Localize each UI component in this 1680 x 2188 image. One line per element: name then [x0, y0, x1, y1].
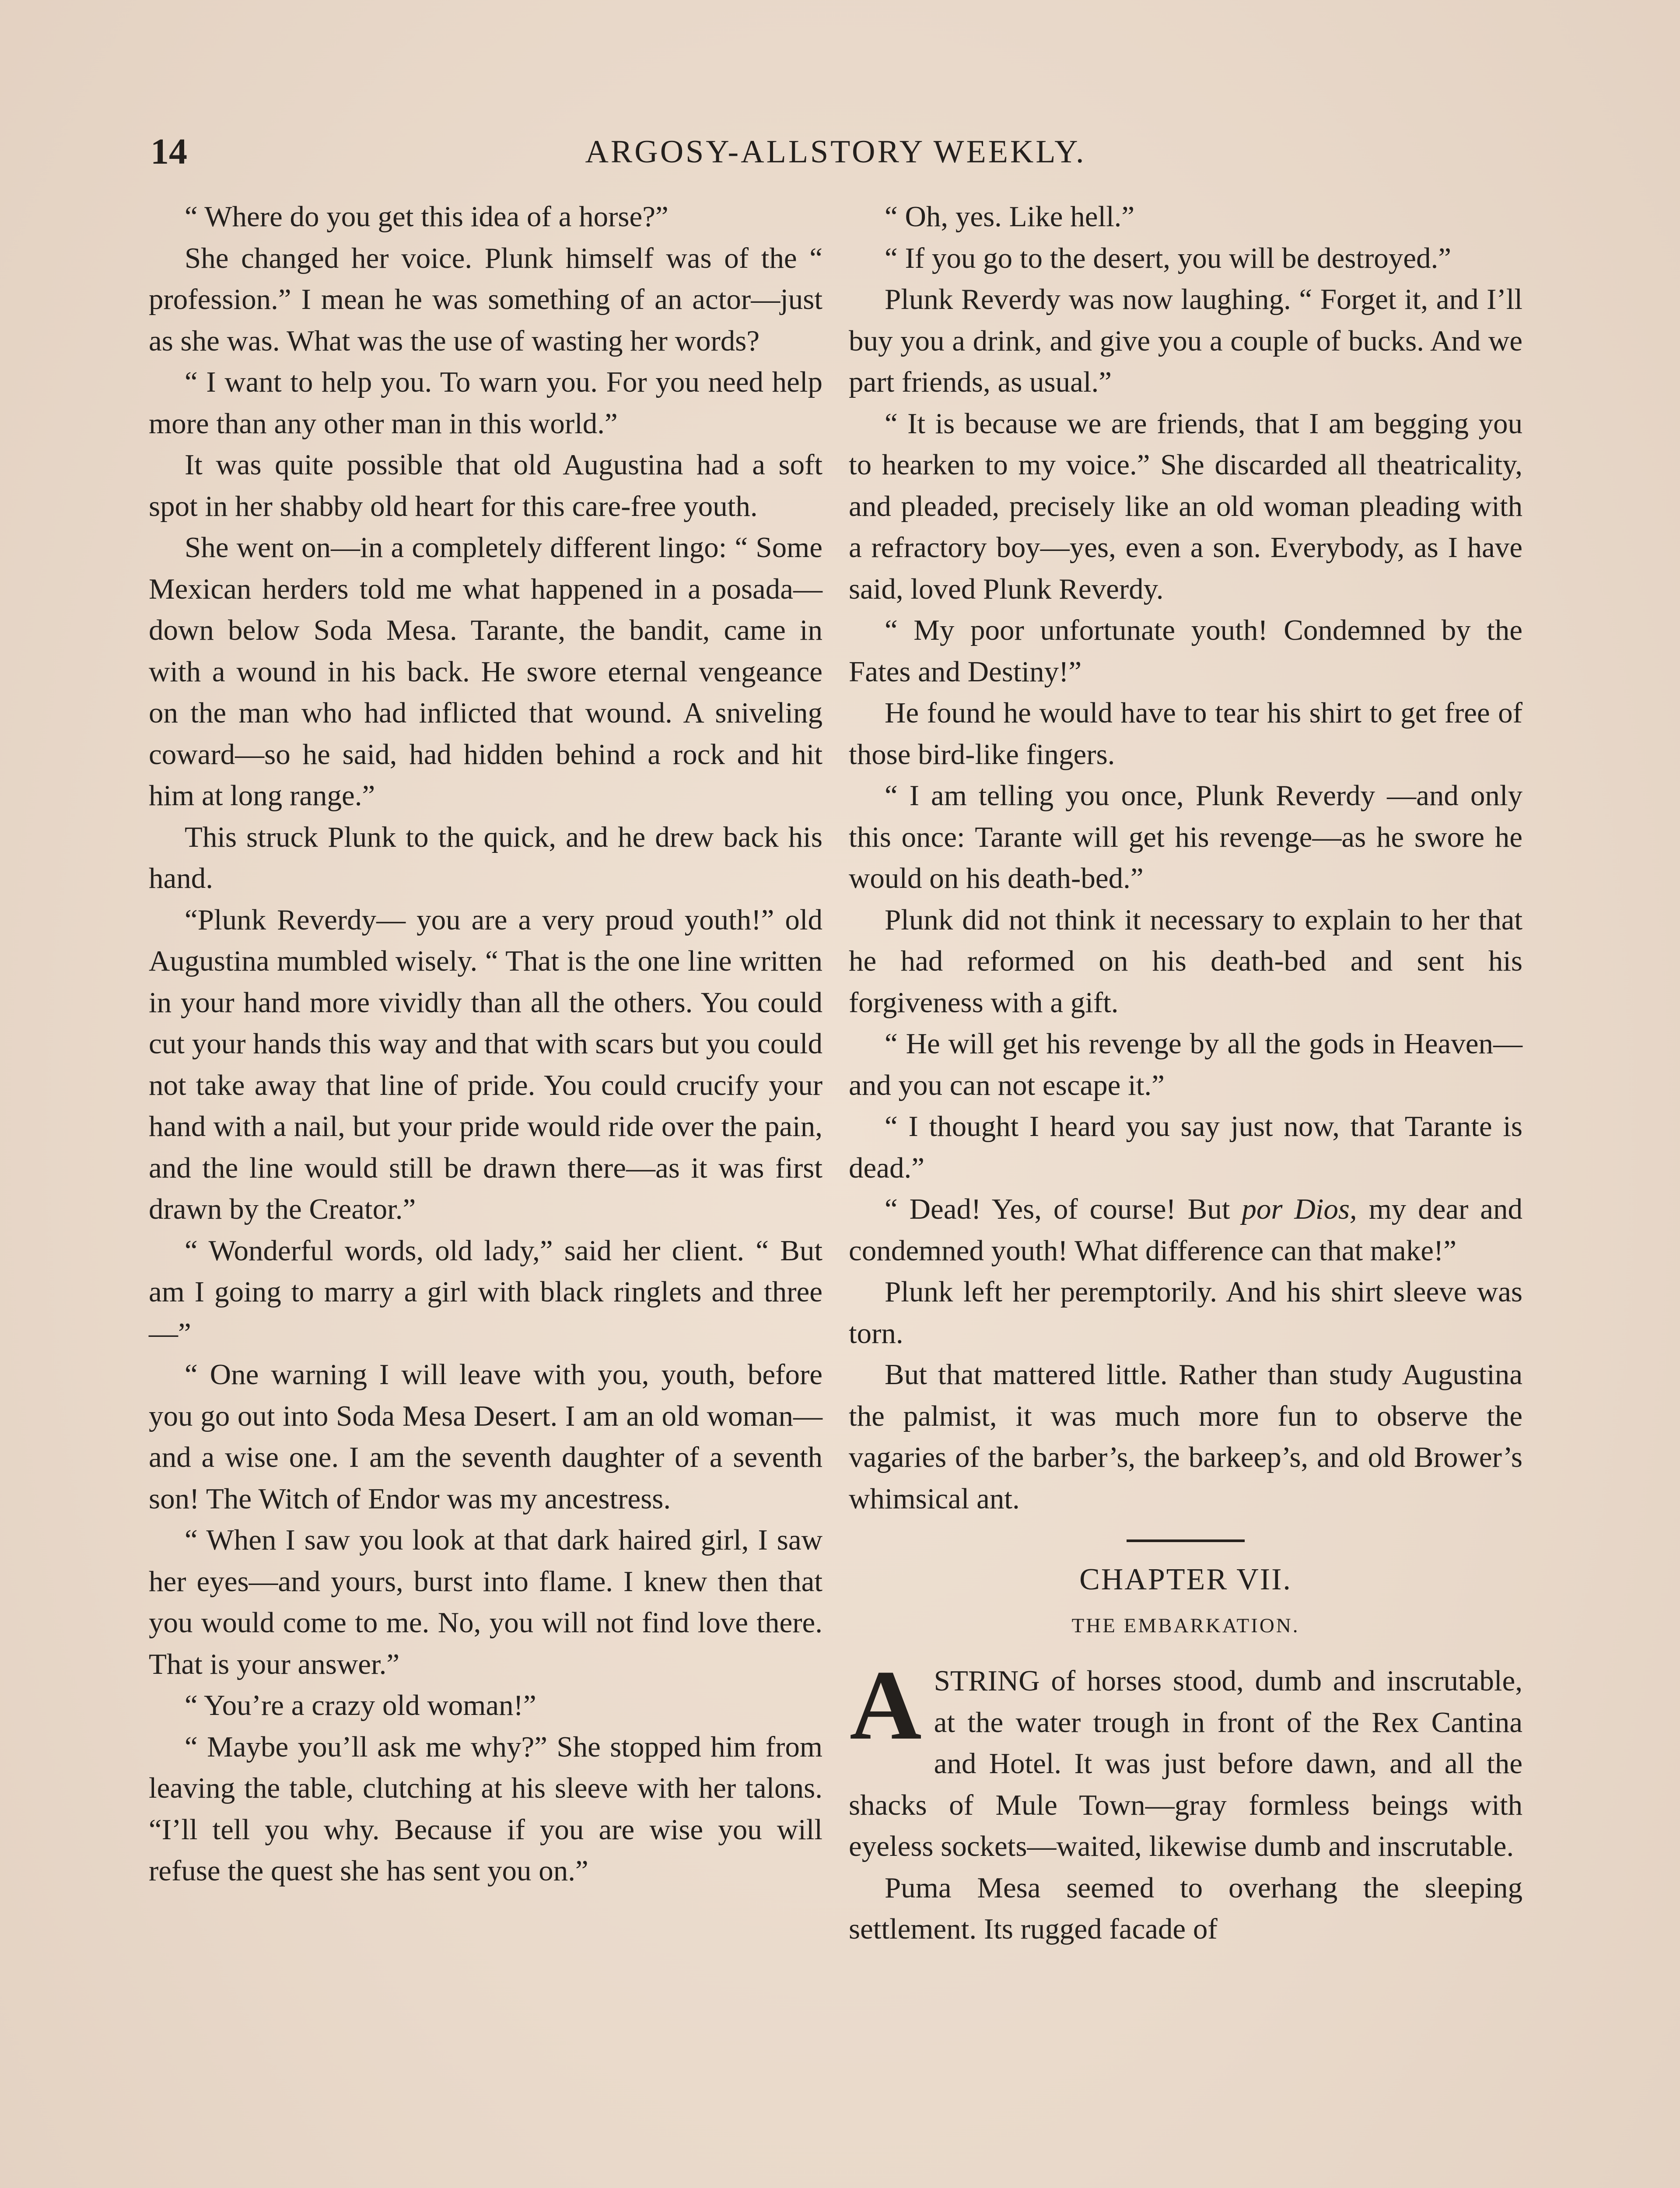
running-title: ARGOSY-ALLSTORY WEEKLY. — [585, 134, 1086, 170]
paragraph: Plunk Reverdy was now laughing. “ Forget it, and I’ll buy you a drink, and give you a couple of bucks. And we part friends, as usual.” — [849, 283, 1522, 398]
opening-text: STRING of horses stood, dumb and inscrutable, at the water trough in front of the Rex Cantina and Hotel. It was just before dawn, and all the shacks of Mule Town—gray formless beings with eyeless sockets—waited, likewise dumb and inscrutable. — [849, 1665, 1522, 1862]
section-divider — [1127, 1539, 1245, 1542]
paragraph: She changed her voice. Plunk himself was of the “ profession.” I mean he was something of an actor—just as she was. What was the use of wasting her words? — [149, 242, 822, 357]
text-run: my dear and condemned youth! What difference can that make!” — [849, 1193, 1523, 1267]
paragraph: “ When I saw you look at that dark haired girl, I saw her eyes—and yours, burst into flame. I knew then that you would come to me. No, you will not find love there. That is your answer.” — [149, 1524, 822, 1680]
paragraph: “ Maybe you’ll ask me why?” She stopped him from leaving the table, clutching at his sleeve with her talons. “I’ll tell you why. Because if you are wise you will refuse the quest she has sent you on.” — [149, 1730, 822, 1887]
paragraph: “ Where do you get this idea of a horse?” — [185, 200, 668, 233]
paragraph: “ Oh, yes. Like hell.” — [885, 200, 1135, 233]
paragraph: He found he would have to tear his shirt to get free of those bird-like fingers. — [849, 697, 1522, 771]
paragraph: But that mattered little. Rather than study Augustina the palmist, it was much more fun to observe the vagaries of the barber’s, the barkeep’s, and old Brower’s whimsical ant. — [849, 1358, 1522, 1515]
paragraph: “ I want to help you. To warn you. For you need help more than any other man in this world.” — [149, 366, 822, 440]
paragraph: “ One warning I will leave with you, youth, before you go out into Soda Mesa Desert. I am an old woman—and a wise one. I am the seventh daughter of a seventh son! The Witch of Endor was my ancestress. — [149, 1358, 822, 1515]
paragraph-dead — [849, 1189, 1522, 1271]
paragraph: “ It is because we are friends, that I am begging you to hearken to my voice.” She discarded all theatricality, and pleaded, precisely like an old woman pleading with a refractory boy—yes, even a son. Everybody, as I have said, loved Plunk Reverdy. — [849, 407, 1522, 605]
paragraph: Puma Mesa seemed to overhang the sleeping settlement. Its rugged facade of — [849, 1871, 1522, 1945]
paragraph: “Plunk Reverdy— you are a very proud youth!” old Augustina mumbled wisely. “ That is the one line written in your hand more vividly than all the others. You could cut your hands this way and that with scars but you could not take away that line of pride. You could crucify your hand with a nail, but your pride would ride over the pain, and the line would still be drawn there—as it was first drawn by the Creator.” — [149, 903, 822, 1225]
paragraph: “ I thought I heard you say just now, that Tarante is dead.” — [849, 1110, 1522, 1184]
paragraph: Plunk left her peremptorily. And his shirt sleeve was torn. — [849, 1276, 1522, 1350]
paragraph: “ If you go to the desert, you will be destroyed.” — [885, 242, 1451, 274]
paragraph: She went on—in a completely different lingo: “ Some Mexican herders told me what happened in a posada—down below Soda Mesa. Tarante, the bandit, came in with a wound in his back. He swore eternal vengeance on the man who had inflicted that wound. A sniveling coward—so he said, had hidden behind a rock and hit him at long range.” — [149, 531, 822, 812]
paragraph: “ You’re a crazy old woman!” — [185, 1689, 536, 1722]
chapter-opening-paragraph — [849, 1650, 1522, 1867]
left-column — [149, 196, 822, 1892]
paragraph: It was quite possible that old Augustina had a soft spot in her shabby old heart for this care-free youth. — [149, 449, 822, 522]
paragraph: “ Wonderful words, old lady,” said her client. “ But am I going to marry a girl with black ringlets and three—” — [149, 1234, 822, 1350]
text-run: “ Dead! Yes, of course! But — [885, 1193, 1242, 1225]
paragraph: “ My poor unfortunate youth! Condemned by the Fates and Destiny!” — [849, 614, 1522, 688]
chapter-subtitle: THE EMBARKATION. — [1071, 1614, 1300, 1637]
italic-phrase: por Dios, — [1242, 1193, 1357, 1225]
paragraph: “ I am telling you once, Plunk Reverdy —and only this once: Tarante will get his revenge—as he swore he would on his death-bed.” — [849, 779, 1522, 894]
chapter-heading: CHAPTER VII. — [1079, 1563, 1292, 1596]
page-number: 14 — [150, 131, 187, 172]
paragraph: This struck Plunk to the quick, and he drew back his hand. — [149, 820, 822, 894]
paragraph: Plunk did not think it necessary to explain to her that he had reformed on his death-bed and sent his forgiveness with a gift. — [849, 903, 1522, 1019]
drop-cap: A — [850, 1650, 922, 1760]
running-head — [150, 128, 1521, 176]
right-column — [849, 196, 1522, 1950]
paragraph: “ He will get his revenge by all the gods in Heaven—and you can not escape it.” — [849, 1027, 1522, 1101]
